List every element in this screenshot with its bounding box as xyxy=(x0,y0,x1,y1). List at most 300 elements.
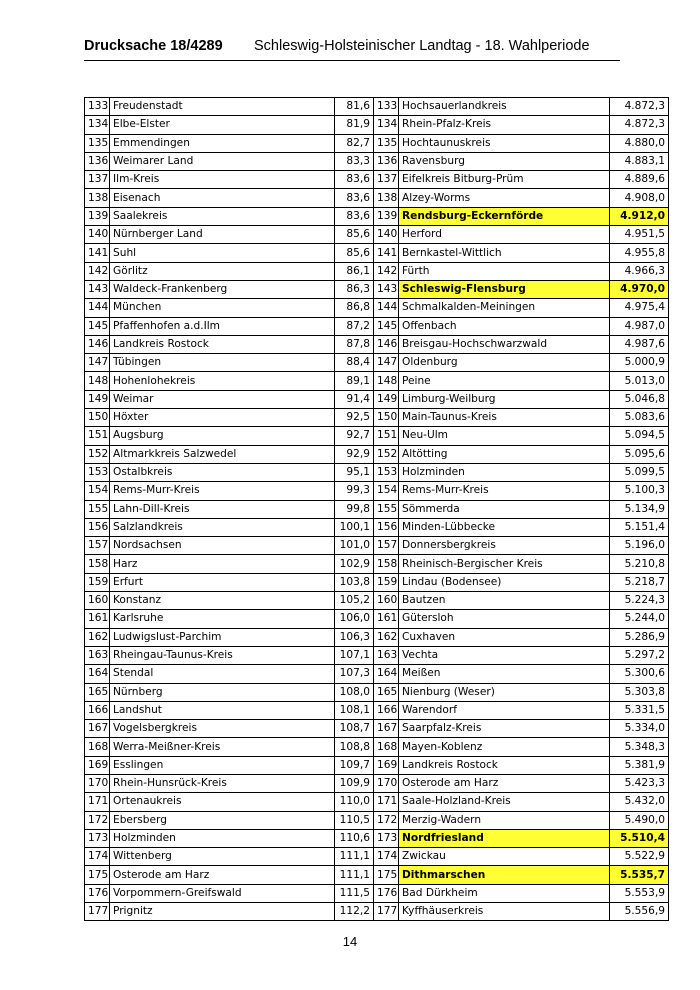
right-rank-cell: 154 xyxy=(374,482,399,500)
right-name-cell: Holzminden xyxy=(399,463,610,481)
left-name-cell: Vogelsbergkreis xyxy=(110,720,335,738)
left-rank-cell: 163 xyxy=(85,646,110,664)
table-row xyxy=(85,592,669,610)
left-value-cell: 95,1 xyxy=(335,463,374,481)
right-value-cell: 4.880,0 xyxy=(610,134,669,152)
left-value-cell: 108,0 xyxy=(335,683,374,701)
right-value-cell: 5.423,3 xyxy=(610,774,669,792)
left-name-cell: Tübingen xyxy=(110,354,335,372)
left-rank-cell: 148 xyxy=(85,372,110,390)
right-value-cell: 4.872,3 xyxy=(610,116,669,134)
right-value-cell: 5.196,0 xyxy=(610,537,669,555)
right-name-cell: Cuxhaven xyxy=(399,628,610,646)
table-row xyxy=(85,317,669,335)
right-name-cell: Bautzen xyxy=(399,592,610,610)
left-value-cell: 110,5 xyxy=(335,811,374,829)
left-rank-cell: 158 xyxy=(85,555,110,573)
left-rank-cell: 145 xyxy=(85,317,110,335)
right-rank-cell: 174 xyxy=(374,848,399,866)
right-name-cell: Nienburg (Weser) xyxy=(399,683,610,701)
right-rank-cell: 147 xyxy=(374,354,399,372)
left-rank-cell: 175 xyxy=(85,866,110,884)
table-row xyxy=(85,646,669,664)
right-rank-cell: 173 xyxy=(374,829,399,847)
left-name-cell: Freudenstadt xyxy=(110,98,335,116)
right-value-cell: 5.000,9 xyxy=(610,354,669,372)
right-rank-cell: 145 xyxy=(374,317,399,335)
right-rank-cell: 155 xyxy=(374,500,399,518)
left-value-cell: 110,0 xyxy=(335,793,374,811)
table-row xyxy=(85,390,669,408)
left-value-cell: 83,6 xyxy=(335,189,374,207)
left-name-cell: Stendal xyxy=(110,665,335,683)
table-row xyxy=(85,116,669,134)
table-row xyxy=(85,500,669,518)
left-name-cell: Ludwigslust-Parchim xyxy=(110,628,335,646)
right-name-cell: Rendsburg-Eckernförde xyxy=(399,207,610,225)
right-rank-cell: 152 xyxy=(374,445,399,463)
right-name-cell: Rems-Murr-Kreis xyxy=(399,482,610,500)
left-name-cell: Erfurt xyxy=(110,573,335,591)
left-rank-cell: 144 xyxy=(85,299,110,317)
right-value-cell: 5.134,9 xyxy=(610,500,669,518)
left-value-cell: 106,0 xyxy=(335,610,374,628)
right-name-cell: Sömmerda xyxy=(399,500,610,518)
right-rank-cell: 136 xyxy=(374,152,399,170)
right-value-cell: 5.286,9 xyxy=(610,628,669,646)
left-rank-cell: 138 xyxy=(85,189,110,207)
left-value-cell: 108,8 xyxy=(335,738,374,756)
right-value-cell: 4.883,1 xyxy=(610,152,669,170)
page-header xyxy=(84,38,620,60)
right-rank-cell: 177 xyxy=(374,903,399,921)
right-name-cell: Hochtaunuskreis xyxy=(399,134,610,152)
left-name-cell: Vorpommern-Greifswald xyxy=(110,884,335,902)
right-value-cell: 4.966,3 xyxy=(610,262,669,280)
right-value-cell: 4.872,3 xyxy=(610,98,669,116)
right-value-cell: 4.987,6 xyxy=(610,335,669,353)
right-value-cell: 5.522,9 xyxy=(610,848,669,866)
right-name-cell: Rheinisch-Bergischer Kreis xyxy=(399,555,610,573)
left-rank-cell: 169 xyxy=(85,756,110,774)
right-name-cell: Rhein-Pfalz-Kreis xyxy=(399,116,610,134)
left-value-cell: 89,1 xyxy=(335,372,374,390)
left-rank-cell: 149 xyxy=(85,390,110,408)
left-name-cell: Suhl xyxy=(110,244,335,262)
table-row xyxy=(85,226,669,244)
left-rank-cell: 141 xyxy=(85,244,110,262)
right-name-cell: Limburg-Weilburg xyxy=(399,390,610,408)
left-value-cell: 92,5 xyxy=(335,409,374,427)
left-value-cell: 81,9 xyxy=(335,116,374,134)
left-value-cell: 86,1 xyxy=(335,262,374,280)
left-value-cell: 111,1 xyxy=(335,866,374,884)
left-name-cell: Eisenach xyxy=(110,189,335,207)
right-value-cell: 5.083,6 xyxy=(610,409,669,427)
ranking-table xyxy=(84,97,669,921)
table-row xyxy=(85,244,669,262)
left-name-cell: Höxter xyxy=(110,409,335,427)
left-name-cell: Weimarer Land xyxy=(110,152,335,170)
left-rank-cell: 157 xyxy=(85,537,110,555)
right-name-cell: Schmalkalden-Meiningen xyxy=(399,299,610,317)
right-value-cell: 5.224,3 xyxy=(610,592,669,610)
left-rank-cell: 133 xyxy=(85,98,110,116)
left-value-cell: 87,8 xyxy=(335,335,374,353)
table-row xyxy=(85,134,669,152)
left-value-cell: 101,0 xyxy=(335,537,374,555)
left-rank-cell: 152 xyxy=(85,445,110,463)
right-rank-cell: 171 xyxy=(374,793,399,811)
header-title: Schleswig-Holsteinischer Landtag - 18. Wahlperiode xyxy=(254,38,590,54)
right-rank-cell: 170 xyxy=(374,774,399,792)
left-rank-cell: 151 xyxy=(85,427,110,445)
right-value-cell: 5.348,3 xyxy=(610,738,669,756)
left-value-cell: 83,6 xyxy=(335,207,374,225)
right-name-cell: Mayen-Koblenz xyxy=(399,738,610,756)
ranking-table-body xyxy=(85,98,669,921)
right-rank-cell: 139 xyxy=(374,207,399,225)
left-value-cell: 85,6 xyxy=(335,226,374,244)
right-rank-cell: 157 xyxy=(374,537,399,555)
left-name-cell: Ilm-Kreis xyxy=(110,171,335,189)
left-name-cell: Rheingau-Taunus-Kreis xyxy=(110,646,335,664)
right-name-cell: Ravensburg xyxy=(399,152,610,170)
table-row xyxy=(85,848,669,866)
right-value-cell: 4.908,0 xyxy=(610,189,669,207)
right-rank-cell: 153 xyxy=(374,463,399,481)
right-name-cell: Saarpfalz-Kreis xyxy=(399,720,610,738)
left-value-cell: 108,1 xyxy=(335,701,374,719)
left-value-cell: 99,3 xyxy=(335,482,374,500)
left-rank-cell: 153 xyxy=(85,463,110,481)
right-name-cell: Oldenburg xyxy=(399,354,610,372)
right-name-cell: Warendorf xyxy=(399,701,610,719)
right-rank-cell: 142 xyxy=(374,262,399,280)
right-value-cell: 5.553,9 xyxy=(610,884,669,902)
table-row xyxy=(85,903,669,921)
right-rank-cell: 166 xyxy=(374,701,399,719)
right-name-cell: Gütersloh xyxy=(399,610,610,628)
table-row xyxy=(85,555,669,573)
right-value-cell: 5.095,6 xyxy=(610,445,669,463)
left-name-cell: Esslingen xyxy=(110,756,335,774)
left-rank-cell: 171 xyxy=(85,793,110,811)
right-value-cell: 5.334,0 xyxy=(610,720,669,738)
right-name-cell: Neu-Ulm xyxy=(399,427,610,445)
left-value-cell: 106,3 xyxy=(335,628,374,646)
left-rank-cell: 174 xyxy=(85,848,110,866)
right-name-cell: Landkreis Rostock xyxy=(399,756,610,774)
left-name-cell: Lahn-Dill-Kreis xyxy=(110,500,335,518)
right-rank-cell: 161 xyxy=(374,610,399,628)
left-name-cell: Saalekreis xyxy=(110,207,335,225)
left-value-cell: 86,3 xyxy=(335,280,374,298)
table-row xyxy=(85,701,669,719)
left-name-cell: Görlitz xyxy=(110,262,335,280)
right-rank-cell: 169 xyxy=(374,756,399,774)
right-name-cell: Altötting xyxy=(399,445,610,463)
left-name-cell: Ostalbkreis xyxy=(110,463,335,481)
table-row xyxy=(85,738,669,756)
right-rank-cell: 172 xyxy=(374,811,399,829)
header-rule xyxy=(84,60,620,61)
table-row xyxy=(85,152,669,170)
right-value-cell: 5.303,8 xyxy=(610,683,669,701)
left-value-cell: 107,3 xyxy=(335,665,374,683)
left-value-cell: 88,4 xyxy=(335,354,374,372)
right-name-cell: Schleswig-Flensburg xyxy=(399,280,610,298)
right-value-cell: 5.490,0 xyxy=(610,811,669,829)
left-name-cell: Nürnberger Land xyxy=(110,226,335,244)
right-name-cell: Hochsauerlandkreis xyxy=(399,98,610,116)
left-rank-cell: 176 xyxy=(85,884,110,902)
right-rank-cell: 140 xyxy=(374,226,399,244)
right-value-cell: 4.889,6 xyxy=(610,171,669,189)
left-rank-cell: 143 xyxy=(85,280,110,298)
table-row xyxy=(85,756,669,774)
left-value-cell: 109,7 xyxy=(335,756,374,774)
right-value-cell: 5.151,4 xyxy=(610,518,669,536)
table-row xyxy=(85,409,669,427)
left-value-cell: 108,7 xyxy=(335,720,374,738)
left-value-cell: 105,2 xyxy=(335,592,374,610)
right-value-cell: 4.975,4 xyxy=(610,299,669,317)
left-name-cell: Werra-Meißner-Kreis xyxy=(110,738,335,756)
left-name-cell: Osterode am Harz xyxy=(110,866,335,884)
left-name-cell: Konstanz xyxy=(110,592,335,610)
table-row xyxy=(85,335,669,353)
left-name-cell: Nordsachsen xyxy=(110,537,335,555)
right-rank-cell: 159 xyxy=(374,573,399,591)
table-row xyxy=(85,427,669,445)
left-name-cell: Altmarkkreis Salzwedel xyxy=(110,445,335,463)
right-value-cell: 5.297,2 xyxy=(610,646,669,664)
table-row xyxy=(85,683,669,701)
left-value-cell: 102,9 xyxy=(335,555,374,573)
right-name-cell: Main-Taunus-Kreis xyxy=(399,409,610,427)
right-rank-cell: 149 xyxy=(374,390,399,408)
right-name-cell: Merzig-Wadern xyxy=(399,811,610,829)
left-rank-cell: 166 xyxy=(85,701,110,719)
left-rank-cell: 162 xyxy=(85,628,110,646)
right-rank-cell: 150 xyxy=(374,409,399,427)
right-value-cell: 5.046,8 xyxy=(610,390,669,408)
right-rank-cell: 137 xyxy=(374,171,399,189)
left-name-cell: Landkreis Rostock xyxy=(110,335,335,353)
left-rank-cell: 154 xyxy=(85,482,110,500)
right-value-cell: 5.013,0 xyxy=(610,372,669,390)
right-value-cell: 5.300,6 xyxy=(610,665,669,683)
left-name-cell: Weimar xyxy=(110,390,335,408)
table-row xyxy=(85,207,669,225)
left-rank-cell: 150 xyxy=(85,409,110,427)
right-value-cell: 5.381,9 xyxy=(610,756,669,774)
table-row xyxy=(85,299,669,317)
table-row xyxy=(85,445,669,463)
left-rank-cell: 159 xyxy=(85,573,110,591)
right-value-cell: 5.218,7 xyxy=(610,573,669,591)
table-row xyxy=(85,354,669,372)
left-name-cell: Hohenlohekreis xyxy=(110,372,335,390)
left-rank-cell: 136 xyxy=(85,152,110,170)
right-name-cell: Herford xyxy=(399,226,610,244)
left-name-cell: Pfaffenhofen a.d.Ilm xyxy=(110,317,335,335)
table-row xyxy=(85,537,669,555)
right-value-cell: 5.510,4 xyxy=(610,829,669,847)
left-name-cell: Elbe-Elster xyxy=(110,116,335,134)
right-rank-cell: 175 xyxy=(374,866,399,884)
right-name-cell: Peine xyxy=(399,372,610,390)
left-value-cell: 111,5 xyxy=(335,884,374,902)
right-value-cell: 4.955,8 xyxy=(610,244,669,262)
right-rank-cell: 167 xyxy=(374,720,399,738)
left-name-cell: Ortenaukreis xyxy=(110,793,335,811)
left-name-cell: Rhein-Hunsrück-Kreis xyxy=(110,774,335,792)
left-rank-cell: 160 xyxy=(85,592,110,610)
right-name-cell: Bernkastel-Wittlich xyxy=(399,244,610,262)
right-value-cell: 5.331,5 xyxy=(610,701,669,719)
right-rank-cell: 134 xyxy=(374,116,399,134)
left-rank-cell: 146 xyxy=(85,335,110,353)
left-value-cell: 107,1 xyxy=(335,646,374,664)
table-row xyxy=(85,280,669,298)
right-value-cell: 4.987,0 xyxy=(610,317,669,335)
left-value-cell: 83,3 xyxy=(335,152,374,170)
left-name-cell: Rems-Murr-Kreis xyxy=(110,482,335,500)
right-rank-cell: 146 xyxy=(374,335,399,353)
left-value-cell: 109,9 xyxy=(335,774,374,792)
left-rank-cell: 172 xyxy=(85,811,110,829)
left-rank-cell: 139 xyxy=(85,207,110,225)
left-value-cell: 92,7 xyxy=(335,427,374,445)
left-name-cell: Salzlandkreis xyxy=(110,518,335,536)
table-row xyxy=(85,573,669,591)
table-row xyxy=(85,811,669,829)
left-value-cell: 81,6 xyxy=(335,98,374,116)
left-value-cell: 86,8 xyxy=(335,299,374,317)
table-row xyxy=(85,482,669,500)
right-rank-cell: 158 xyxy=(374,555,399,573)
right-rank-cell: 141 xyxy=(374,244,399,262)
left-name-cell: Wittenberg xyxy=(110,848,335,866)
right-name-cell: Offenbach xyxy=(399,317,610,335)
right-value-cell: 4.970,0 xyxy=(610,280,669,298)
left-value-cell: 110,6 xyxy=(335,829,374,847)
right-rank-cell: 143 xyxy=(374,280,399,298)
right-value-cell: 4.951,5 xyxy=(610,226,669,244)
right-value-cell: 5.556,9 xyxy=(610,903,669,921)
right-rank-cell: 148 xyxy=(374,372,399,390)
right-rank-cell: 135 xyxy=(374,134,399,152)
right-name-cell: Kyffhäuserkreis xyxy=(399,903,610,921)
table-row xyxy=(85,262,669,280)
right-rank-cell: 165 xyxy=(374,683,399,701)
left-name-cell: Landshut xyxy=(110,701,335,719)
right-name-cell: Saale-Holzland-Kreis xyxy=(399,793,610,811)
table-row xyxy=(85,372,669,390)
left-rank-cell: 142 xyxy=(85,262,110,280)
right-name-cell: Donnersbergkreis xyxy=(399,537,610,555)
right-value-cell: 5.094,5 xyxy=(610,427,669,445)
left-value-cell: 103,8 xyxy=(335,573,374,591)
left-rank-cell: 177 xyxy=(85,903,110,921)
left-rank-cell: 168 xyxy=(85,738,110,756)
right-value-cell: 4.912,0 xyxy=(610,207,669,225)
table-row xyxy=(85,866,669,884)
left-value-cell: 82,7 xyxy=(335,134,374,152)
right-value-cell: 5.244,0 xyxy=(610,610,669,628)
right-rank-cell: 144 xyxy=(374,299,399,317)
table-row xyxy=(85,463,669,481)
page-number: 14 xyxy=(342,934,358,949)
right-name-cell: Dithmarschen xyxy=(399,866,610,884)
left-rank-cell: 137 xyxy=(85,171,110,189)
left-rank-cell: 167 xyxy=(85,720,110,738)
table-row xyxy=(85,171,669,189)
right-name-cell: Fürth xyxy=(399,262,610,280)
table-row xyxy=(85,774,669,792)
document-number: Drucksache 18/4289 xyxy=(84,38,223,54)
left-value-cell: 91,4 xyxy=(335,390,374,408)
right-rank-cell: 162 xyxy=(374,628,399,646)
right-value-cell: 5.100,3 xyxy=(610,482,669,500)
left-value-cell: 85,6 xyxy=(335,244,374,262)
table-row xyxy=(85,189,669,207)
right-name-cell: Osterode am Harz xyxy=(399,774,610,792)
left-rank-cell: 156 xyxy=(85,518,110,536)
right-name-cell: Minden-Lübbecke xyxy=(399,518,610,536)
right-name-cell: Eifelkreis Bitburg-Prüm xyxy=(399,171,610,189)
left-rank-cell: 155 xyxy=(85,500,110,518)
table-row xyxy=(85,793,669,811)
right-rank-cell: 163 xyxy=(374,646,399,664)
right-rank-cell: 164 xyxy=(374,665,399,683)
right-value-cell: 5.210,8 xyxy=(610,555,669,573)
right-rank-cell: 156 xyxy=(374,518,399,536)
right-name-cell: Lindau (Bodensee) xyxy=(399,573,610,591)
table-row xyxy=(85,628,669,646)
left-rank-cell: 161 xyxy=(85,610,110,628)
right-name-cell: Alzey-Worms xyxy=(399,189,610,207)
right-name-cell: Nordfriesland xyxy=(399,829,610,847)
left-value-cell: 92,9 xyxy=(335,445,374,463)
left-rank-cell: 147 xyxy=(85,354,110,372)
right-value-cell: 5.099,5 xyxy=(610,463,669,481)
right-rank-cell: 168 xyxy=(374,738,399,756)
left-rank-cell: 134 xyxy=(85,116,110,134)
right-value-cell: 5.432,0 xyxy=(610,793,669,811)
left-name-cell: Augsburg xyxy=(110,427,335,445)
table-row xyxy=(85,610,669,628)
table-row xyxy=(85,665,669,683)
table-row xyxy=(85,829,669,847)
left-rank-cell: 140 xyxy=(85,226,110,244)
table-row xyxy=(85,98,669,116)
left-name-cell: Emmendingen xyxy=(110,134,335,152)
table-row xyxy=(85,720,669,738)
left-name-cell: Karlsruhe xyxy=(110,610,335,628)
left-value-cell: 99,8 xyxy=(335,500,374,518)
right-name-cell: Breisgau-Hochschwarzwald xyxy=(399,335,610,353)
right-rank-cell: 160 xyxy=(374,592,399,610)
right-name-cell: Zwickau xyxy=(399,848,610,866)
left-value-cell: 112,2 xyxy=(335,903,374,921)
left-rank-cell: 173 xyxy=(85,829,110,847)
left-name-cell: Ebersberg xyxy=(110,811,335,829)
right-rank-cell: 176 xyxy=(374,884,399,902)
right-name-cell: Meißen xyxy=(399,665,610,683)
